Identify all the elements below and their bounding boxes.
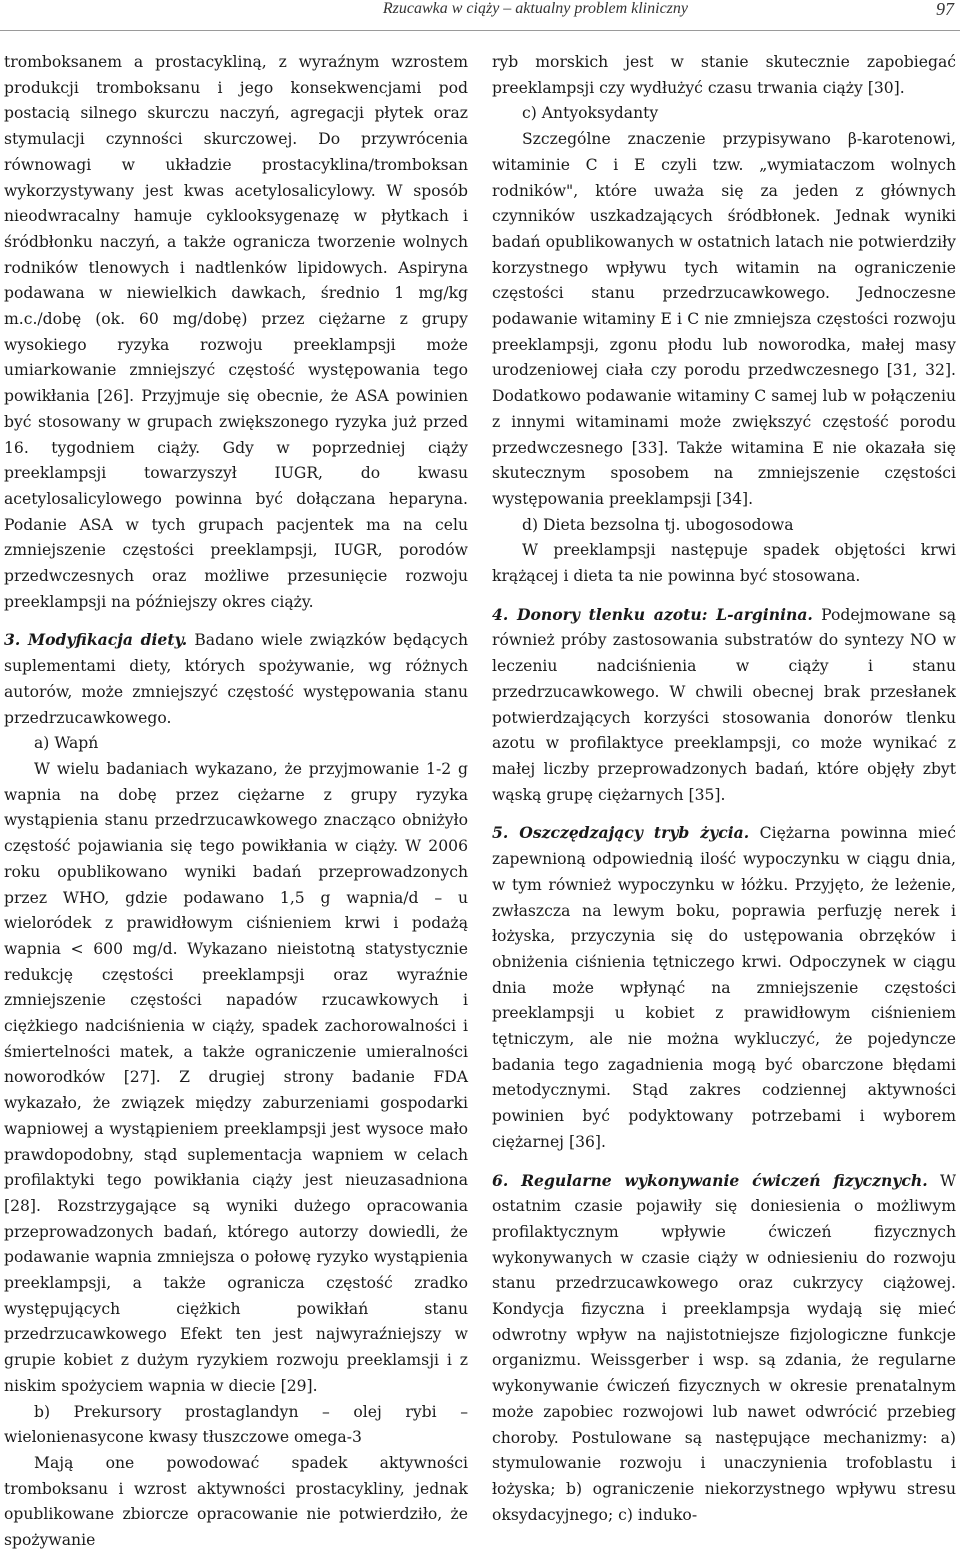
page-number: 97: [936, 0, 954, 19]
paragraph-calcium: W wielu badaniach wykazano, że przyjmowanie 1-2 g wapnia na dobę przez ciężarne z grupy ryzyka wystąpienia stanu przedrzucawkowego znacząco obniżyło częstość pojawiania się tego powikłania w ciąży. W 2006 roku opublikowano wyniki badań przeprowadzonych przez WHO, gdzie podawano 1,5 g wapnia/d – u wielorόdek z prawidłowym ciśnieniem krwi i podażą wapnia < 600 mg/d. Wykazano nieistotną statystycznie redukcję częstości preeklampsji oraz wyraźnie zmniejszenie częstości napadów rzucawkowych i ciężkiego nadciśnienia w ciąży, spadek zachorowalności i śmiertelności matek, a także ograniczenie umieralności noworodków [27]. Z drugiej strony badanie FDA wykazało, że związek między zaburzeniami gospodarki wapniowej a wystąpieniem preeklampsji jest wysoce mało prawdopodobny, stąd suplementacja wapniem w celach profilaktyki tego powikłania ciąży jest nieuzasadniona [28]. Rozstrzygające są wyniki dużego opracowania przeprowadzonych badań, którego autorzy dowiedli, że podawanie wapnia zmniejsza o połowę ryzyko wystąpienia preeklampsji, a także ogranicza częstość zradko występujących ciężkich powikłań stanu przedrzucawkowego Efekt ten jest najwyraźniejszy w grupie kobiet z dużym ryzykiem rozwoju preeklamsji i z niskim spożyciem wapnia w diecie [29].: [4, 759, 468, 1395]
paragraph-aspirin: tromboksanem a prostacykliną, z wyraźnym wzrostem produkcji tromboksanu i jego konsekwencjami pod postacią silnego skurczu naczyń, agregacji płytek oraz stymulacji czynności skurczowej. Do przywrócenia równowagi w układzie prostacyklina/tromboksan wykorzystywany jest kwas acetylosalicylowy. W sposób nieodwracalny hamuje cyklooksygenazę w płytkach i śródbłonku naczyń, a także ogranicza tworzenie wolnych rodników tlenowych i nadtlenków lipidowych. Aspiryna podawana w niewielkich dawkach, średnio 1 mg/kg m.c./dobę (ok. 60 mg/dobę) przez ciężarne z grupy wysokiego ryzyka rozwoju preeklampsji może umiarkowanie zmniejszyć częstość występowania tego powikłania [26]. Przyjmuje się obecnie, że ASA powinien być stosowany w grupach zwiększonego ryzyka już przed 16. tygodniem ciąży. Gdy w poprzedniej ciąży preeklampsji towarzyszył IUGR, do kwasu acetylosalicylowego powinna być dołączana heparyna. Podanie ASA w tych grupach pacjentek ma na celu zmniejszenie częstości preeklampsji, IUGR, porodów przedwczesnych oraz możliwe przesunięcie rozwoju preeklampsji na późniejszy okres ciąży.: [4, 53, 468, 611]
section-5-text: Ciężarna powinna mieć zapewnioną odpowiednią ilość wypoczynku w ciągu dnia, w tym również wypoczynku w łóżku. Przyjęto, że leżenie, zwłaszcza na lewym boku, poprawia perfuzję nerek i łożyska, przyczynia się do ustępowania obrzęków i obniżenia ciśnienia tętniczego krwi. Odpoczynek w ciągu dnia może wpłynąć na zmniejszenie częstości preeklampsji u kobiet z prawidłowym ciśnieniem tętniczym, ale nie można wykluczyć, że pojedyncze badania tego zagadnienia mogą być obarczone błędami metodycznymi. Stąd zakres codziennej aktywności powinien być podyktowany potrzebami i wyborem ciężarnej [36].: [492, 824, 956, 1151]
section-5: [492, 820, 956, 1155]
paragraph-omega: Mają one powodować spadek aktywności tromboksanu i wzrost aktywności prostacykliny, jednak opublikowane zbiorcze opracowanie nie potwierdziło, że spożywanie: [4, 1453, 468, 1550]
subheading-antioxidants: c) Antyoksydanty: [522, 104, 659, 123]
section-3: [4, 627, 468, 731]
section-3-heading: 3. Modyfikacja diety.: [4, 630, 188, 650]
subheading-omega: b) Prekursory prostaglandyn – olej rybi – wielonienasycone kwasy tłuszczowe omega-3: [4, 1402, 468, 1447]
section-4-heading: 4. Donory tlenku azotu: L-arginina.: [492, 604, 813, 624]
section-4-text: Podejmowane są również próby zastosowania substratów do syntezy NO w leczeniu nadciśnienia w ciąży i stanu przedrzucawkowego. W chwili obecnej brak przesłanek potwierdzających korzyści stosowania donorów tlenku azotu w profilaktyce preeklampsji, co może wynikać z małej liczby przeprowadzonych badań, które objęły zbyt wąską grupę ciężarnych [35].: [492, 605, 956, 804]
paragraph-salt: W preeklampsji następuje spadek objętości krwi krążącej i dieta ta nie powinna być stosowana.: [492, 541, 956, 586]
subheading-calcium: a) Wapń: [34, 734, 99, 753]
section-6-heading: 6. Regularne wykonywanie ćwiczeń fizycznych.: [492, 1170, 928, 1190]
section-4: [492, 602, 956, 809]
running-header: [0, 0, 960, 31]
paragraph-antioxidants: Szczególne znaczenie przypisywano β-karotenowi, witaminie C i E czyli tzw. „wymiataczom wolnych rodników", które uważa się za jeden z głównych czynników uszkadzających śródbłonek. Jednak wyniki badań opublikowanych w ostatnich latach nie potwierdziły korzystnego wpływu tych witamin na ograniczenie częstości stanu przedrzucawkowego. Jednoczesne podawanie witaminy E i C nie zmniejsza częstości rozwoju preeklampsji, zgonu płodu lub noworodka, małej masy urodzeniowej ciała czy porodu przedwczesnego [31, 32]. Dodatkowo podawanie witaminy C samej lub w połączeniu z innymi witaminami może zwiększyć częstość porodu przedwczesnego [33]. Także witamina E nie okazała się skutecznym sposobem na zmniejszenie częstości występowania preeklampsji [34].: [492, 130, 956, 508]
right-column: [492, 50, 956, 1528]
section-6: [492, 1168, 956, 1529]
left-column: [4, 50, 468, 1554]
paragraph-fish-continued: ryb morskich jest w stanie skutecznie zapobiegać preeklampsji czy wydłużyć czasu trwania ciąży [30].: [492, 53, 956, 97]
section-6-text: W ostatnim czasie pojawiły się doniesienia o możliwym profilaktycznym wpływie ćwiczeń fizycznych wykonywanych w czasie ciąży w odniesieniu do rozwoju stanu przedrzucawkowego oraz cukrzycy ciążowej. Kondycja fizyczna i preeklampsja wydają się mieć odwrotny wpływ na najistotniejsze fizjologiczne funkcje organizmu. Weissgerber i wsp. są zdania, że regularne wykonywanie ćwiczeń fizycznych w okresie prenatalnym może zapobiec rozwojowi lub nawet odwrócić przebieg choroby. Postulowane są następujące mechanizmy: a) stymulowanie rozwoju i unaczynienia trofoblastu i łożyska; b) ograniczenie niekorzystnego wpływu stresu oksydacyjnego; c) induko-: [492, 1171, 956, 1524]
running-title: Rzucawka w ciąży – aktualny problem kliniczny: [382, 0, 688, 17]
subheading-salt: d) Dieta bezsolna tj. ubogosodowa: [522, 515, 794, 534]
section-3-text: Badano wiele związków będących suplementami diety, których spożywanie, wg różnych autorów, może zmniejszyć częstość występowania stanu przedrzucawkowego.: [4, 631, 468, 727]
section-5-heading: 5. Oszczędzający tryb życia.: [492, 823, 750, 843]
